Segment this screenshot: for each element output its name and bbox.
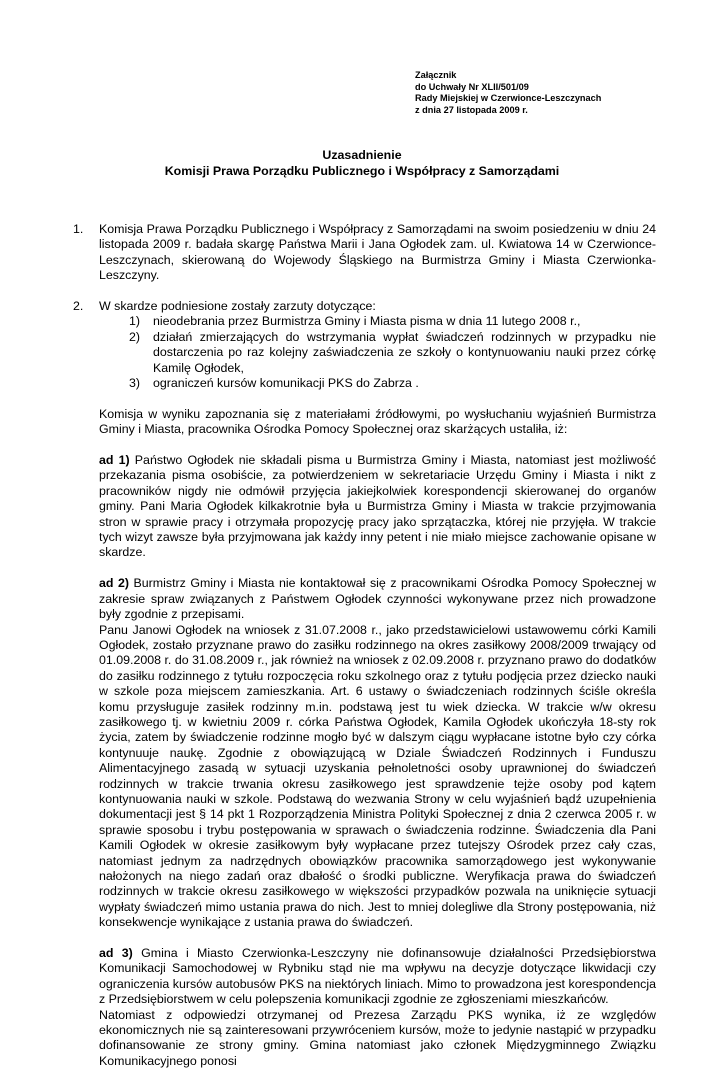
annex-line: Załącznik: [415, 70, 457, 80]
sub-item-text: działań zmierzających do wstrzymania wypłat świadczeń rodzinnych w przypadku nie dostarczenia po raz kolejny zaświadczenia ze szkoły o kontynuowaniu nauki przez córkę Kamilę Ogłodek,: [153, 329, 656, 375]
item-text: W skardze podniesione zostały zarzuty dotyczące:: [99, 299, 376, 314]
annex-header: [415, 70, 601, 116]
ad2-paragraph: [99, 576, 656, 622]
sub-item: [99, 330, 656, 376]
document-body: [73, 222, 657, 1069]
ad3-label: ad 3): [99, 946, 133, 961]
sub-item: [99, 376, 656, 391]
numbered-item: [73, 299, 656, 314]
sub-item-text: nieodebrania przez Burmistrza Gminy i Miasta pisma w dnia 11 lutego 2008 r.,: [153, 314, 581, 329]
ad1-label: ad 1): [99, 453, 130, 468]
commission-findings: Komisja w wyniku zapoznania się z materiałami źródłowymi, po wysłuchaniu wyjaśnień Burmistrza Gminy i Miasta, pracownika Ośrodka Pomocy Społecznej oraz skarżących ustaliła, iż:: [99, 406, 656, 437]
item-text: Komisja Prawa Porządku Publicznego i Współpracy z Samorządami na swoim posiedzeniu w dniu 24 listopada 2009 r. badała skargę Państwa Marii i Jana Ogłodek zam. ul. Kwiatowa 14 w Czerwionce-Leszczynach, skierowaną do Wojewody Śląskiego na Burmistrza Gminy i Miasta Czerwionka-Leszczyny.: [99, 222, 656, 283]
sub-item-number: 3): [129, 376, 141, 391]
ad2-text: Burmistrz Gminy i Miasta nie kontaktował się z pracownikami Ośrodka Pomocy Społecznej w zakresie spraw związanych z Państwem Ogłodek czynności wykonywane przez nich prowadzone były zgodnie z przepisami.: [99, 576, 657, 622]
ad3-text: Gmina i Miasto Czerwionka-Leszczyny nie dofinansowuje działalności Przedsiębiorstwa Komunikacji Samochodowej w Rybniku stąd nie ma wpływu na decyzje dotyczące likwidacji czy ograniczenia kursów autobusów PKS na niektórych liniach. Mimo to prowadzona jest korespondencja z Przedsiębiorstwem w celu polepszenia komunikacji zgodnie ze zgłoszeniami mieszkańców.: [99, 946, 657, 1007]
sub-item: [99, 314, 656, 329]
ad2-paragraph-continued: Panu Janowi Ogłodek na wniosek z 31.07.2008 r., jako przedstawicielowi ustawowemu córki Kamili Ogłodek, zostało przyznane prawo do zasiłku rodzinnego na okres zasiłkowy 2008/2009 trwający od 01.09.2008 r. do 31.08.2009 r., jak również na wniosek z 02.09.2008 r. przyznano prawo do dodatków do zasiłku rodzinnego z tytułu rozpoczęcia roku szkolnego oraz z tytułu podjęcia przez dziecko nauki w szkole poza miejscem zamieszkania. Art. 6 ustawy o świadczeniach rodzinnych ściśle określa komu przysługuje zasiłek rodzinny m.in. podstawą jest tu wiek dziecka. W trakcie w/w okresu zasiłkowego tj. w kwietniu 2009 r. córka Państwa Ogłodek, Kamila Ogłodek ukończyła 18-sty rok życia, zatem by świadczenie rodzinne mogło być w dalszym ciągu wypłacane istotne było czy córka kontynuuje naukę. Zgodnie z obowiązującą w Dziale Świadczeń Rodzinnych i Funduszu Alimentacyjnego zasadą w sytuacji uzyskania pełnoletności osoby uprawnionej do świadczeń rodzinnych w trakcie trwania okresu zasiłkowego jest sprawdzenie tejże osoby pod kątem kontynuowania nauki w szkole. Podstawą do wezwania Strony w celu wyjaśnień bądź uzupełnienia dokumentacji jest § 14 pkt 1 Rozporządzenia Ministra Polityki Społecznej z dnia 2 czerwca 2005 r. w sprawie sposobu i trybu postępowania w sprawach o świadczenia rodzinne. Świadczenia dla Pani Kamili Ogłodek w okresie zasiłkowym były wypłacane przez tutejszy Ośrodek przez cały czas, natomiast jednym za nadrzędnych obowiązków pracownika samorządowego jest wykonywanie nałożonych na niego zadań oraz dbałość o środki publiczne. Weryfikacja prawa do świadczeń rodzinnych w trakcie okresu zasiłkowego w większości przypadków pozwala na uniknięcie sytuacji wypłaty świadczeń mimo ustania prawa do nich. Jest to mniej dolegliwe dla Strony postępowania, niż konsekwencje wynikające z ustania prawa do świadczeń.: [99, 622, 656, 930]
ad3-paragraph: [99, 946, 656, 1008]
ad1-paragraph: [99, 453, 656, 561]
sub-item-text: ograniczeń kursów komunikacji PKS do Zabrza .: [153, 376, 419, 391]
ad3-paragraph-continued: Natomiast z odpowiedzi otrzymanej od Prezesa Zarządu PKS wynika, iż ze względów ekonomicznych nie są zainteresowani przywróceniem kursów, może to jedynie nastąpić w przypadku dofinansowanie ze strony gminy. Gmina natomiast jako członek Międzygminnego Związku Komunikacyjnego ponosi: [99, 1007, 656, 1068]
item-number: 1.: [73, 222, 84, 236]
item-number: 2.: [73, 299, 84, 314]
annex-line: Rady Miejskiej w Czerwionce-Leszczynach: [415, 93, 602, 104]
document-title: [0, 148, 724, 179]
sub-item-number: 1): [129, 314, 141, 329]
ad2-label: ad 2): [99, 576, 129, 591]
annex-line: z dnia 27 listopada 2009 r.: [415, 104, 528, 115]
title-line: Uzasadnienie: [322, 148, 402, 162]
numbered-item: [73, 222, 656, 284]
sub-item-number: 2): [129, 329, 141, 344]
ad1-text: Państwo Ogłodek nie składali pisma u Burmistrza Gminy i Miasta, natomiast jest możliwość przekazania pisma osobiście, za potwierdzeniem w sekretariacie Urzędu Gminy i Miasta i nikt z pracowników nigdy nie odmówił przyjęcia jakiejkolwiek korespondencji skierowanej do organów gminy. Pani Maria Ogłodek kilkakrotnie była u Burmistrza Gminy i Miasta w trakcie przyjmowania stron w sprawie pracy i otrzymała propozycję pracy jako sprzątaczka, której nie przyjęła. W trakcie tych wizyt zawsze była przyjmowana jak każdy inny petent i nie miało miejsce zachowanie opisane w skardze.: [99, 453, 656, 560]
annex-line: do Uchwały Nr XLII/501/09: [415, 81, 529, 92]
title-line: Komisji Prawa Porządku Publicznego i Współpracy z Samorządami: [164, 163, 560, 178]
